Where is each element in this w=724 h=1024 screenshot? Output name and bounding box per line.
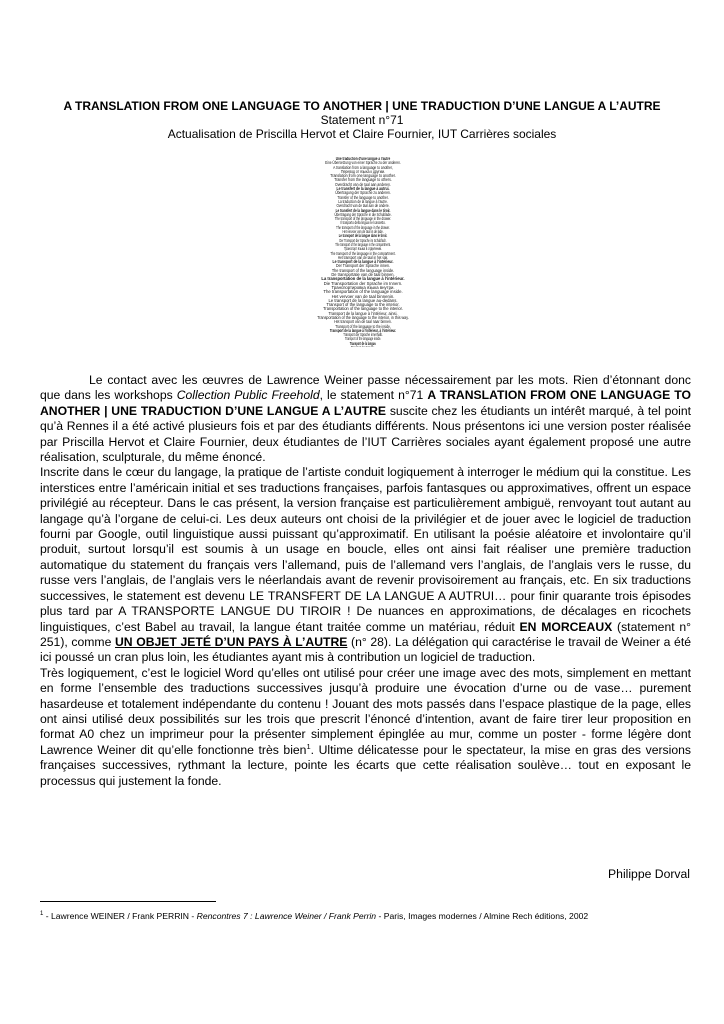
poster-line: Het vervoer van de taal binnenin. bbox=[331, 293, 395, 299]
footnote-divider bbox=[40, 901, 216, 902]
footnote-text-b: - Paris, Images modernes / Almine Rech éditions, 2002 bbox=[376, 910, 589, 921]
poster-line: De transportatie van de taal binnen. bbox=[331, 272, 395, 278]
poster-line: Transportation of the language to the interior. bbox=[323, 306, 403, 312]
paragraph-1 bbox=[40, 373, 691, 465]
credits-line: Actualisation de Priscilla Hervot et Claire Fournier, IUT Carrières sociales bbox=[167, 127, 557, 141]
poster-line: Le transport de la langue à l’intérieur. bbox=[332, 259, 394, 265]
poster-line: The transport of the language in the compartment. bbox=[330, 250, 396, 256]
poster-line: Die Transportation der Sprache im Innern. bbox=[323, 280, 403, 286]
poster-line: Une traduction d’une langue a l’autre bbox=[335, 157, 391, 161]
poster-line: Der Transport der Sprache innen. bbox=[335, 263, 391, 269]
p2-text-a: Inscrite dans le cœur du langage, la pratique de l’artiste conduit logiquement à interroger le médium qui la constitue. Les interstices entre l’américain initial et ses traductions françaises, parfois fantasques ou approximatives, offrent un espace privilégié au récepteur. Dans le cas présent, la version française est particulièrement ambiguë, renvoyant tout autant au langage qu’à l’organe de celui-ci. Les deux auteurs ont choisi de la privilégier et de jouer avec le logiciel de traduction fourni par Google, outil linguistique aussi puissant qu’approximatif. En utilisant la poésie aléatoire et involontaire qu’il produit, surtout lorsqu’il est soumis à un usage en boucle, elles ont ainsi fait réaliser une première traduction automatique du statement du français vers l’allemand, puis de l’allemand vers l’anglais, de l’anglais vers le russe, du russe vers l’anglais, de l’anglais vers le néerlandais avant de revenir provisoirement au français, etc. En six traductions successives, le statement est devenu LE TRANSFERT DE LA LANGUE A AUTRUI… pour finir quarante trois épisodes plus tard par A TRANSPORTE LANGUE DU TIROIR ! De nuances en approximations, de décalages en ricochets linguistiques, c’est Babel au travail, la langue étant traitée comme un matériau, réduit bbox=[40, 465, 691, 634]
poster-line: La transportation de la langue à l’intérieur. bbox=[321, 276, 405, 282]
collection-name: Collection Public Freehold bbox=[176, 388, 320, 403]
poster-line: Het transport van de taal naar binnen. bbox=[334, 319, 392, 325]
paragraph-2 bbox=[40, 465, 691, 665]
poster-line: A translation from a language to another, bbox=[333, 164, 393, 170]
poster-line: Der Transport der Sprache im Schubfach. bbox=[339, 237, 387, 243]
poster-line: Übertragung der Sprache zu anderen. bbox=[335, 190, 391, 196]
en-morceaux-title: EN MORCEAUX bbox=[519, 619, 613, 634]
poster-line: The transport of the language inside. bbox=[331, 267, 395, 273]
poster-line: Transport de la langue à l’intérieur, à l’intérieur. bbox=[329, 327, 397, 333]
statement-number: Statement n°71 bbox=[320, 113, 404, 127]
poster-line: Overdracht van de taal aan anderen. bbox=[335, 181, 391, 187]
poster-line: Il trasporto della lingua nel cassetto. bbox=[340, 220, 386, 226]
poster-line: Le transport de la langue au-dedans. bbox=[328, 297, 398, 303]
p1-text-b: , le statement n°71 bbox=[319, 388, 428, 403]
poster-line: Transport de la langue. bbox=[349, 340, 377, 346]
poster-line: Übertragung der Sprache in die Schublade. bbox=[334, 211, 392, 217]
poster-line: The transport of the language in the compartment. bbox=[335, 241, 391, 247]
p3-text-b: . Ultime délicatesse pour le spectateur, la mise en gras des versions françaises successives, rythmant la lecture, pointe les écarts que cette réalisation soulève… tout en exposant le processus qui justement la fonde. bbox=[40, 742, 691, 788]
poster-line: The transport of the language in the drawer. bbox=[334, 216, 392, 222]
objet-jete-title: UN OBJET JETÉ D’UN PAYS À L’AUTRE bbox=[115, 634, 348, 649]
poster-line bbox=[325, 346, 400, 347]
p1-text-a: Le contact avec les œuvres de Lawrence Weiner passe nécessairement par les mots. Rien d’étonnant donc que dans les workshops bbox=[40, 373, 691, 403]
poster-line: Transport of the language to the inside. bbox=[335, 323, 391, 329]
poster-line: Transport of the language inside. bbox=[344, 336, 382, 342]
poster-line: Overdracht van de taal aan de andere. bbox=[336, 203, 390, 209]
footnote-ref: 1 bbox=[306, 741, 311, 751]
poster-line: Перевод от языка к другим. bbox=[341, 168, 385, 174]
p1-text-c: suscite chez les étudiants un intérêt marqué, à tel point qu’à Rennes il a été activé plusieurs fois et par des étudiants différents. Nous présentons ici une version poster réalisée par Priscilla Hervot et Claire Fournier, deux étudiantes de l’IUT Carrières sociales ayant également proposé une autre réalisation, sculpturale, du même énoncé. bbox=[40, 403, 692, 465]
urn-poster-image bbox=[294, 157, 432, 347]
footnote bbox=[40, 909, 700, 922]
footnote-text-a: - Lawrence WEINER / Frank PERRIN - bbox=[43, 910, 197, 921]
statement-title-inline: A TRANSLATION FROM ONE LANGUAGE TO ANOTHER | UNE TRADUCTION D’UNE LANGUE A L’AUTRE bbox=[40, 388, 691, 418]
poster-line: Транспортировка языка внутри. bbox=[331, 284, 395, 290]
poster-line: Het vervoer van de taal in de lade. bbox=[342, 229, 384, 235]
poster-line: Le transfert de la langue dans le tiroir. bbox=[335, 207, 391, 213]
footnote-book-title: Rencontres 7 : Lawrence Weiner / Frank Perrin bbox=[196, 910, 377, 921]
poster-line: Transportation of the language to the interior, in this way. bbox=[317, 314, 409, 320]
poster-line: The transportation of the language inside. bbox=[323, 289, 403, 295]
poster-line: Transfer from the language to others. bbox=[334, 177, 392, 183]
poster-line: Транспорт языка в отделении. bbox=[344, 246, 382, 252]
title-block bbox=[40, 99, 684, 141]
poster-line: Translation from one language to another. bbox=[330, 173, 396, 179]
p2-text-c: (n° 28). La délégation qui caractérise le travail de Weiner a été ici poussé un cran plus loin, les étudiantes ayant mis à contribution un logiciel de traduction. bbox=[40, 634, 691, 665]
poster-line: Le transport de la langue dans le tiroir. bbox=[338, 233, 388, 239]
poster-line: Transport der Sprache innerhalb. bbox=[343, 332, 383, 338]
body-text bbox=[40, 373, 691, 789]
poster-line: The transport of the language in the drawer. bbox=[336, 224, 390, 230]
poster-line: La traduction de la langue à l’autre. bbox=[338, 198, 388, 204]
poster-line: Transport of the language to the interior. bbox=[326, 302, 400, 308]
p2-text-b: (statement n° 251), comme bbox=[40, 619, 691, 649]
paragraph-3 bbox=[40, 666, 691, 789]
poster-line: Eine Übersetzung von einer Sprache zu der anderen. bbox=[325, 160, 401, 166]
poster-line: Transport de la langue à l’intérieur, ainsi. bbox=[328, 310, 398, 316]
footnote-number: 1 bbox=[40, 911, 44, 917]
poster-line: Le transfert de la langue à autrui. bbox=[336, 186, 390, 192]
poster-line: Transfer of the language to another. bbox=[337, 194, 389, 200]
p3-text-a: Très logiquement, c’est le logiciel Word qu’elles ont utilisé pour créer une image avec des mots, simplement en mettant en forme l’ensemble des traductions successives jusqu’à produire une évocation d’urne ou de vase… purement hasardeuse et totalement indépendante du contenu ! Jouant des mots passés dans l’espace plastique de la page, elles ont ainsi utilisé deux possibilités sur les trois que prescrit l’énoncé d’intention, avant de faire tirer leur proposition en format A0 chez un imprimeur pour la présenter simplement épinglée au mur, comme un poster - forme légère dont Lawrence Weiner dit qu’elle fonctionne très bien bbox=[40, 665, 691, 757]
author-signature: Philippe Dorval bbox=[608, 867, 690, 881]
poster-line: Het transport van de taal in het vak. bbox=[337, 254, 389, 260]
document-title: A TRANSLATION FROM ONE LANGUAGE TO ANOTHER | UNE TRADUCTION D’UNE LANGUE A L’AUTRE bbox=[63, 99, 661, 113]
